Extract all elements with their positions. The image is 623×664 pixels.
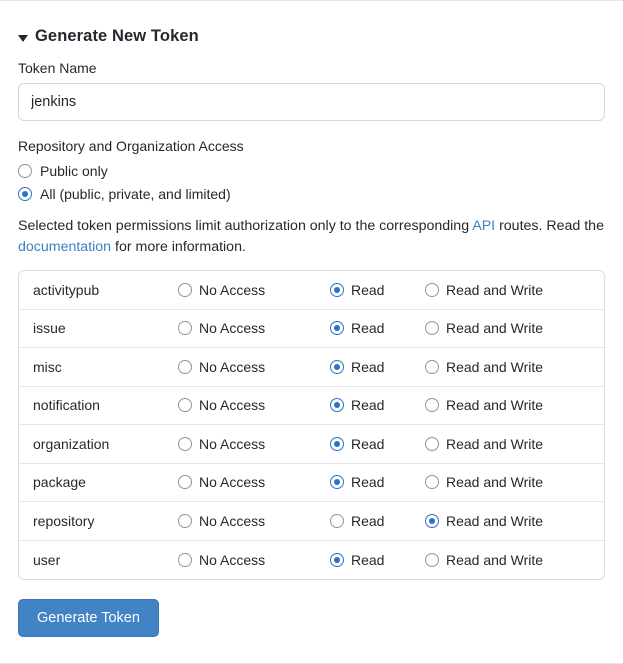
permission-option-no-access[interactable] bbox=[178, 513, 330, 529]
permission-option-label: No Access bbox=[199, 281, 266, 298]
generate-token-button[interactable]: Generate Token bbox=[18, 599, 159, 637]
radio-read-write[interactable] bbox=[425, 514, 439, 528]
permission-name: organization bbox=[33, 435, 110, 452]
permission-name: activitypub bbox=[33, 281, 100, 298]
permission-option-read-write[interactable] bbox=[425, 282, 543, 298]
permission-option-label: Read bbox=[351, 551, 385, 568]
permission-option-read[interactable] bbox=[330, 320, 425, 336]
permission-option-label: Read and Write bbox=[446, 358, 544, 375]
table-row bbox=[19, 310, 604, 349]
table-row bbox=[19, 271, 604, 310]
access-option-all-label: All (public, private, and limited) bbox=[40, 186, 231, 202]
permission-option-label: Read bbox=[351, 320, 385, 337]
permission-option-read[interactable] bbox=[330, 552, 425, 568]
radio-all[interactable] bbox=[18, 187, 32, 201]
radio-read[interactable] bbox=[330, 283, 344, 297]
permission-name: user bbox=[33, 551, 61, 568]
permission-option-label: Read and Write bbox=[446, 397, 544, 414]
token-name-input[interactable] bbox=[18, 83, 605, 121]
permission-option-label: Read bbox=[351, 358, 385, 375]
radio-no-access[interactable] bbox=[178, 553, 192, 567]
permission-option-no-access[interactable] bbox=[178, 436, 330, 452]
permission-option-read[interactable] bbox=[330, 474, 425, 490]
disclosure-triangle-icon[interactable] bbox=[18, 35, 28, 42]
radio-read[interactable] bbox=[330, 514, 344, 528]
permission-option-read-write[interactable] bbox=[425, 552, 543, 568]
permission-option-label: Read bbox=[351, 474, 385, 491]
table-row bbox=[19, 425, 604, 464]
permission-option-label: Read bbox=[351, 435, 385, 452]
radio-no-access[interactable] bbox=[178, 437, 192, 451]
permission-option-label: No Access bbox=[199, 358, 266, 375]
permission-option-no-access[interactable] bbox=[178, 320, 330, 336]
permissions-table bbox=[18, 270, 605, 580]
radio-no-access[interactable] bbox=[178, 514, 192, 528]
permission-option-label: Read bbox=[351, 397, 385, 414]
permission-option-label: No Access bbox=[199, 474, 266, 491]
access-option-public-only[interactable] bbox=[18, 163, 605, 179]
permission-option-label: No Access bbox=[199, 397, 266, 414]
radio-read-write[interactable] bbox=[425, 437, 439, 451]
permission-option-read-write[interactable] bbox=[425, 397, 543, 413]
permission-option-label: Read and Write bbox=[446, 435, 544, 452]
radio-no-access[interactable] bbox=[178, 398, 192, 412]
note-text-after: for more information. bbox=[111, 238, 246, 255]
radio-read[interactable] bbox=[330, 553, 344, 567]
radio-read-write[interactable] bbox=[425, 553, 439, 567]
radio-read[interactable] bbox=[330, 360, 344, 374]
permission-option-label: Read and Write bbox=[446, 281, 544, 298]
permission-option-read[interactable] bbox=[330, 359, 425, 375]
radio-read[interactable] bbox=[330, 475, 344, 489]
permission-option-label: Read and Write bbox=[446, 474, 544, 491]
note-text-before: Selected token permissions limit authorization only to the corresponding bbox=[18, 218, 473, 234]
access-option-public-only-label: Public only bbox=[40, 163, 108, 179]
radio-no-access[interactable] bbox=[178, 283, 192, 297]
permission-option-read[interactable] bbox=[330, 282, 425, 298]
token-name-label: Token Name bbox=[18, 60, 97, 76]
note-text-middle: routes. Read the bbox=[495, 218, 604, 234]
radio-read-write[interactable] bbox=[425, 321, 439, 335]
permission-name: repository bbox=[33, 512, 95, 529]
permission-option-label: No Access bbox=[199, 320, 266, 337]
radio-no-access[interactable] bbox=[178, 321, 192, 335]
permission-option-label: No Access bbox=[199, 551, 266, 568]
access-label: Repository and Organization Access bbox=[18, 138, 244, 154]
permission-option-label: Read and Write bbox=[446, 512, 544, 529]
permission-option-label: Read and Write bbox=[446, 551, 544, 568]
section-header[interactable] bbox=[18, 27, 605, 46]
permission-option-label: Read and Write bbox=[446, 320, 544, 337]
access-option-all[interactable] bbox=[18, 186, 605, 202]
submit-row bbox=[18, 599, 605, 637]
permission-option-read[interactable] bbox=[330, 397, 425, 413]
permission-name: issue bbox=[33, 320, 66, 337]
radio-read[interactable] bbox=[330, 321, 344, 335]
permissions-note bbox=[18, 216, 605, 257]
permission-name: package bbox=[33, 474, 86, 491]
permission-option-read-write[interactable] bbox=[425, 359, 543, 375]
permission-option-label: No Access bbox=[199, 512, 266, 529]
permission-option-label: Read bbox=[351, 281, 385, 298]
radio-no-access[interactable] bbox=[178, 475, 192, 489]
table-row bbox=[19, 502, 604, 541]
api-link[interactable]: API bbox=[472, 218, 496, 234]
permission-option-read[interactable] bbox=[330, 436, 425, 452]
permission-name: misc bbox=[33, 358, 62, 375]
permission-option-read-write[interactable] bbox=[425, 436, 543, 452]
permission-option-no-access[interactable] bbox=[178, 282, 330, 298]
permission-option-no-access[interactable] bbox=[178, 397, 330, 413]
radio-public-only[interactable] bbox=[18, 164, 32, 178]
table-row bbox=[19, 541, 604, 580]
permission-option-label: Read bbox=[351, 512, 385, 529]
table-row bbox=[19, 348, 604, 387]
radio-read[interactable] bbox=[330, 437, 344, 451]
radio-read[interactable] bbox=[330, 398, 344, 412]
permission-option-read-write[interactable] bbox=[425, 474, 543, 490]
documentation-link[interactable]: documentation bbox=[18, 238, 112, 255]
permission-option-no-access[interactable] bbox=[178, 474, 330, 490]
permission-option-read[interactable] bbox=[330, 513, 425, 529]
radio-read-write[interactable] bbox=[425, 398, 439, 412]
radio-read-write[interactable] bbox=[425, 283, 439, 297]
permission-option-read-write[interactable] bbox=[425, 513, 543, 529]
permission-name: notification bbox=[33, 397, 100, 414]
permission-option-no-access[interactable] bbox=[178, 552, 330, 568]
page-title: Generate New Token bbox=[35, 27, 199, 45]
permission-option-read-write[interactable] bbox=[425, 320, 543, 336]
permission-option-label: No Access bbox=[199, 435, 266, 452]
table-row bbox=[19, 464, 604, 503]
permission-option-no-access[interactable] bbox=[178, 359, 330, 375]
radio-read-write[interactable] bbox=[425, 475, 439, 489]
radio-read-write[interactable] bbox=[425, 360, 439, 374]
radio-no-access[interactable] bbox=[178, 360, 192, 374]
table-row bbox=[19, 387, 604, 426]
